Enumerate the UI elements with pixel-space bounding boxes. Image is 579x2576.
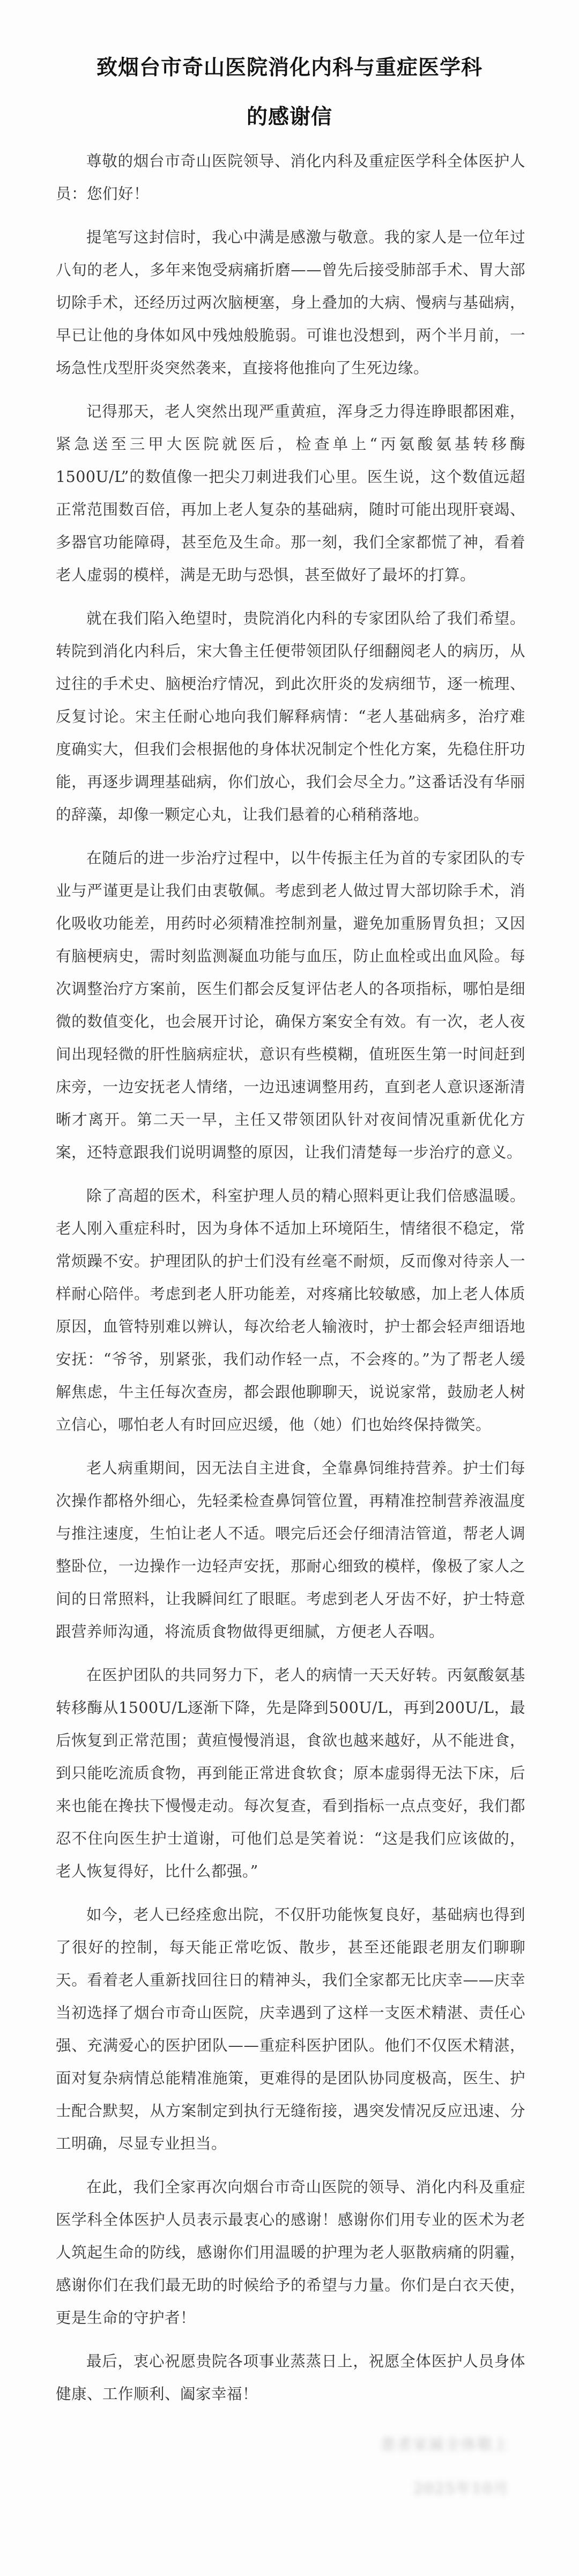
date-text: 2025年10月 — [413, 2480, 509, 2497]
letter-title — [54, 43, 525, 142]
sender-text: 患者家属全体敬上 — [380, 2436, 509, 2453]
paragraph-6: 老人病重期间，因无法自主进食，全靠鼻饲维持营养。护士们每次操作都格外细心，先轻柔检查鼻饲管位置，再精准控制营养液温度与推注速度，生怕让老人不适。喂完后还会仔细清洁管道，帮老人调整卧位，一边操作一边轻声安抚，那耐心细致的模样，像极了家人之间的日常照料，让我瞬间红了眼眶。考虑到老人牙齿不好，护士特意跟营养师沟通，将流质食物做得更细腻，方便老人吞咽。 — [56, 1459, 525, 1640]
signature-date — [300, 2478, 509, 2499]
title-line-1: 致烟台市奇山医院消化内科与重症医学科 — [96, 55, 482, 80]
paragraph-2: 记得那天，老人突然出现严重黄疸，浑身乏力得连睁眼都困难，紧急送至三甲大医院就医后，检查单上“丙氨酸氨基转移酶1500U/L”的数值像一把尖刀刺进我们心里。医生说，这个数值远超正常范围数百倍，再加上老人复杂的基础病，随时可能出现肝衰竭、多器官功能障碍，甚至危及生命。那一刻，我们全家都慌了神，看着老人虚弱的模样，满是无助与恐惧，甚至做好了最坏的打算。 — [56, 403, 525, 584]
paragraph-8: 如今，老人已经痊愈出院，不仅肝功能恢复良好，基础病也得到了很好的控制，每天能正常吃饭、散步，甚至还能跟老朋友们聊聊天。看着老人重新找回往日的精神头，我们全家都无比庆幸——庆幸当初选择了烟台市奇山医院，庆幸遇到了这样一支医术精湛、责任心强、充满爱心的医护团队——重症科医护团队。他们不仅医术精湛，面对复杂病情总能精准施策，更难得的是团队协同度极高，医生、护士配合默契，从方案制定到执行无缝衔接，遇突发情况反应迅速、分工明确，尽显专业担当。 — [56, 1906, 525, 2152]
letter-body — [56, 145, 525, 2421]
signature-sender — [300, 2434, 509, 2455]
paragraph-1: 提笔写这封信时，我心中满是感激与敬意。我的家人是一位年过八旬的老人，多年来饱受病痛折磨——曾先后接受肺部手术、胃大部切除手术，还经历过两次脑梗塞，身上叠加的大病、慢病与基础病，早已让他的身体如风中残烛般脆弱。可谁也没想到，两个半月前，一场急性戊型肝炎突然袭来，直接将他推向了生死边缘。 — [56, 228, 525, 377]
paragraph-5: 除了高超的医术，科室护理人员的精心照料更让我们倍感温暖。老人刚入重症科时，因为身体不适加上环境陌生，情绪很不稳定，常常烦躁不安。护理团队的护士们没有丝毫不耐烦，反而像对待亲人一样耐心陪伴。考虑到老人肝功能差，对疼痛比较敏感，加上老人体质原因，血管特别难以辨认，每次给老人输液时，护士都会轻声细语地安抚：“爷爷，别紧张，我们动作轻一点，不会疼的。”为了帮老人缓解焦虑，牛主任每次查房，都会跟他聊聊天，说说家常，鼓励老人树立信心，哪怕老人有时回应迟缓，他（她）们也始终保持微笑。 — [56, 1187, 525, 1434]
title-line-2: 的感谢信 — [246, 105, 332, 129]
paragraph-9: 在此，我们全家再次向烟台市奇山医院的领导、消化内科及重症医学科全体医护人员表示最衷心的感谢！感谢你们用专业的医术为老人筑起生命的防线，感谢你们用温暖的护理为老人驱散病痛的阴霾，感谢你们在我们最无助的时候给予的希望与力量。你们是白衣天使，更是生命的守护者！ — [56, 2178, 525, 2327]
paragraph-4: 在随后的进一步治疗过程中，以牛传振主任为首的专家团队的专业与严谨更是让我们由衷敬佩。考虑到老人做过胃大部切除手术，消化吸收功能差，用药时必须精准控制剂量，避免加重肠胃负担；又因有脑梗病史，需时刻监测凝血功能与血压，防止血栓或出血风险。每次调整治疗方案前，医生们都会反复评估老人的各项指标，哪怕是细微的数值变化，也会展开讨论，确保方案安全有效。有一次，老人夜间出现轻微的肝性脑病症状，意识有些模糊，值班医生第一时间赶到床旁，一边安抚老人情绪，一边迅速调整用药，直到老人意识逐渐清晰才离开。第二天一早，主任又带领团队针对夜间情况重新优化方案，还特意跟我们说明调整的原因，让我们清楚每一步治疗的意义。 — [56, 849, 525, 1161]
paragraph-7: 在医护团队的共同努力下，老人的病情一天天好转。丙氨酸氨基转移酶从1500U/L逐渐下降，先是降到500U/L，再到200U/L，最后恢复到正常范围；黄疸慢慢消退，食欲也越来越好，从不能进食，到只能吃流质食物，再到能正常进食软食；原本虚弱得无法下床，后来也能在搀扶下慢慢走动。每次复查，看到指标一点点变好，我们都忍不住向医生护士道谢，可他们总是笑着说：“这是我们应该做的，老人恢复得好，比什么都强。” — [56, 1666, 525, 1880]
greeting: 尊敬的烟台市奇山医院领导、消化内科及重症医学科全体医护人员：您们好！ — [56, 152, 525, 203]
paragraph-10: 最后，衷心祝愿贵院各项事业蒸蒸日上，祝愿全体医护人员身体健康、工作顺利、阖家幸福！ — [56, 2352, 525, 2403]
paragraph-3: 就在我们陷入绝望时，贵院消化内科的专家团队给了我们希望。转院到消化内科后，宋大鲁主任便带领团队仔细翻阅老人的病历，从过往的手术史、脑梗治疗情况，到此次肝炎的发病细节，逐一梳理、反复讨论。宋主任耐心地向我们解释病情：“老人基础病多，治疗难度确实大，但我们会根据他的身体状况制定个性化方案，先稳住肝功能，再逐步调理基础病，你们放心，我们会尽全力。”这番话没有华丽的辞藻，却像一颗定心丸，让我们悬着的心稍稍落地。 — [56, 610, 525, 823]
